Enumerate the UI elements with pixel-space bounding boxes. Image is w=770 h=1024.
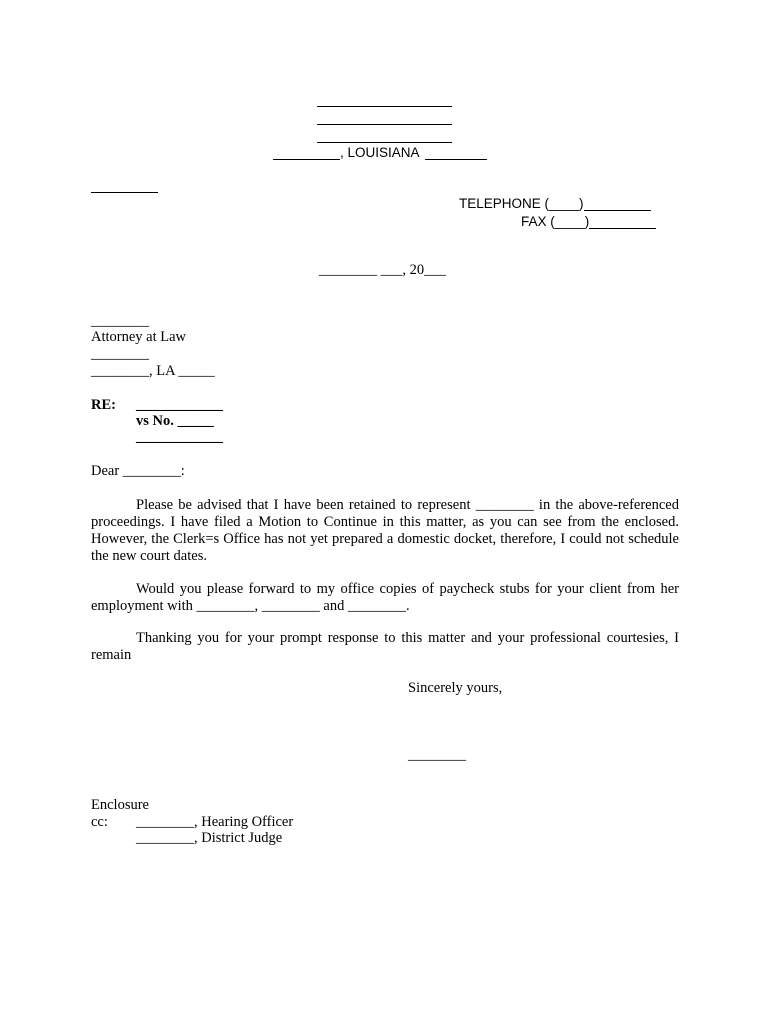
re-label: RE: — [91, 397, 116, 413]
body-paragraph-1-text: Please be advised that I have been retained to represent ________ in the above-referenced proceedings. I have filed a Motion to Continue in this matter, as you can see from the enclosed. However, the Clerk=s Office has not yet prepared a domestic docket, therefore, I could not schedule the new court dates. — [91, 497, 679, 564]
letterhead-line-1 — [317, 106, 452, 107]
telephone-label: TELEPHONE (____) — [459, 196, 584, 211]
re-line-1: ____________ — [136, 397, 223, 413]
salutation: Dear ________: — [91, 463, 185, 479]
recipient-city: ________, LA _____ — [91, 363, 215, 379]
city-blank — [273, 145, 340, 160]
fax-label: FAX (____) — [521, 214, 590, 229]
city-state-text: , LOUISIANA — [340, 145, 419, 160]
recipient-address: ________ — [91, 346, 149, 362]
letterhead-line-2 — [317, 124, 452, 125]
body-paragraph-1 — [91, 497, 679, 565]
body-paragraph-2 — [91, 581, 679, 615]
fax-blank — [589, 214, 656, 229]
body-paragraph-3-text: Thanking you for your prompt response to this matter and your professional courtesies, I remain — [91, 630, 679, 663]
fax-line — [521, 214, 656, 229]
cc-district-judge: ________, District Judge — [136, 830, 283, 846]
telephone-blank — [584, 196, 651, 211]
enclosure-label: Enclosure — [91, 797, 149, 813]
file-reference-line — [91, 192, 158, 193]
signature-line: ________ — [408, 747, 466, 763]
cc-hearing-officer: ________, Hearing Officer — [136, 814, 294, 830]
telephone-line — [459, 196, 651, 211]
body-paragraph-3 — [91, 630, 679, 664]
re-case-number: vs No. _____ — [136, 413, 214, 429]
cc-label: cc: — [91, 814, 108, 830]
recipient-name: ________ — [91, 313, 149, 329]
recipient-title: Attorney at Law — [91, 329, 187, 345]
re-line-3: ____________ — [136, 429, 223, 445]
zip-blank — [425, 145, 487, 160]
closing: Sincerely yours, — [408, 680, 503, 696]
body-paragraph-2-text: Would you please forward to my office copies of paycheck stubs for your client from her employment with ________, ________ and ________. — [91, 581, 679, 614]
letterhead-city-row — [273, 145, 487, 160]
letter-date: ________ ___, 20___ — [319, 262, 446, 278]
letterhead-line-3 — [317, 142, 452, 143]
